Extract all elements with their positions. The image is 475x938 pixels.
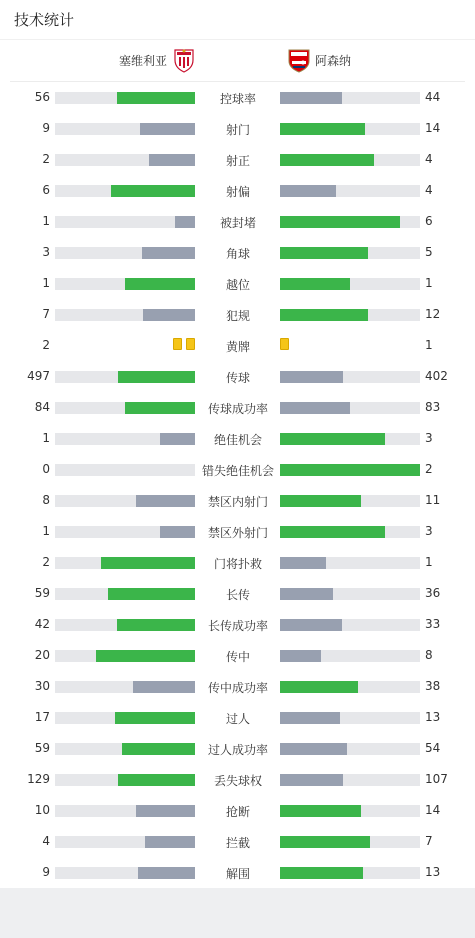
away-stat-value: 33 (425, 617, 441, 631)
home-stat-bar (55, 433, 195, 445)
home-stat-bar-fill (117, 619, 195, 631)
stat-label: 角球 (225, 247, 250, 261)
home-stat-value: 2 (42, 152, 50, 166)
stat-row (0, 237, 475, 268)
away-stat-value: 12 (425, 307, 441, 321)
stat-row (0, 144, 475, 175)
home-stat-bar (55, 123, 195, 135)
home-stat-bar (55, 278, 195, 290)
away-stat-value: 14 (425, 803, 441, 817)
away-stat-bar (280, 588, 420, 600)
away-stat-bar (280, 371, 420, 383)
away-stat-bar-fill (280, 433, 385, 445)
stat-label: 黄牌 (225, 340, 250, 354)
away-stat-bar-fill (280, 526, 385, 538)
home-stat-value: 17 (34, 710, 50, 724)
stat-row (0, 82, 475, 113)
home-yellow-cards (173, 338, 195, 350)
away-stat-bar (280, 185, 420, 197)
home-stat-bar-fill (138, 867, 195, 879)
home-stat-value: 0 (42, 462, 50, 476)
away-stat-bar (280, 123, 420, 135)
home-stat-value: 6 (42, 183, 50, 197)
stat-row (0, 578, 475, 609)
away-stat-bar (280, 247, 420, 259)
stat-label: 绝佳机会 (213, 433, 262, 447)
away-stat-value: 402 (425, 369, 448, 383)
home-stat-bar-fill (140, 123, 195, 135)
home-stat-bar (55, 402, 195, 414)
home-stat-bar-fill (145, 836, 195, 848)
home-stat-bar (55, 743, 195, 755)
home-stat-value: 84 (34, 400, 50, 414)
stat-row (0, 299, 475, 330)
home-stat-bar (55, 154, 195, 166)
stat-row (0, 330, 475, 361)
away-stat-bar (280, 557, 420, 569)
away-stat-bar (280, 92, 420, 104)
home-stat-bar-fill (111, 185, 195, 197)
home-stat-bar (55, 650, 195, 662)
stat-label: 长传成功率 (207, 619, 268, 633)
home-stat-value: 129 (27, 772, 50, 786)
yellow-card-icon (280, 338, 289, 350)
home-stat-bar (55, 681, 195, 693)
away-stat-bar-fill (280, 650, 321, 662)
away-yellow-cards (280, 338, 289, 350)
away-stat-value: 13 (425, 865, 441, 879)
away-stat-value: 11 (425, 493, 441, 507)
away-stat-bar-fill (280, 402, 350, 414)
home-stat-bar-fill (115, 712, 195, 724)
home-stat-value: 1 (42, 276, 50, 290)
away-stat-value: 13 (425, 710, 441, 724)
away-stat-bar-fill (280, 247, 368, 259)
away-stat-bar (280, 154, 420, 166)
away-stat-bar-fill (280, 712, 340, 724)
home-stat-value: 59 (34, 586, 50, 600)
away-stat-bar-fill (280, 92, 342, 104)
stat-label: 过人 (225, 712, 250, 726)
away-stat-value: 38 (425, 679, 441, 693)
home-team-name: 塞维利亚 (119, 54, 168, 68)
away-stat-bar-fill (280, 557, 326, 569)
away-stat-bar-fill (280, 154, 374, 166)
stat-label: 抢断 (225, 805, 250, 819)
away-stat-value: 14 (425, 121, 441, 135)
away-stat-bar (280, 216, 420, 228)
stat-label: 传球 (225, 371, 250, 385)
home-stat-bar-fill (101, 557, 195, 569)
stat-label: 射偏 (225, 185, 250, 199)
away-stat-bar-fill (280, 836, 370, 848)
home-stat-bar-fill (96, 650, 195, 662)
away-stat-bar (280, 619, 420, 631)
stat-row (0, 113, 475, 144)
stat-row (0, 826, 475, 857)
away-stat-bar-fill (280, 123, 365, 135)
stat-label: 丢失球权 (213, 774, 262, 788)
home-stat-bar (55, 619, 195, 631)
stat-row (0, 733, 475, 764)
home-stat-bar-fill (143, 309, 195, 321)
stat-label: 禁区内射门 (207, 495, 268, 509)
stat-label: 射门 (225, 123, 250, 137)
away-stat-bar-fill (280, 743, 347, 755)
stat-label: 传中成功率 (207, 681, 268, 695)
home-stat-bar (55, 216, 195, 228)
away-stat-value: 8 (425, 648, 433, 662)
stat-row (0, 795, 475, 826)
home-stat-bar-fill (118, 774, 195, 786)
away-stat-bar-fill (280, 185, 336, 197)
home-stat-value: 8 (42, 493, 50, 507)
home-stat-value: 1 (42, 431, 50, 445)
away-stat-value: 1 (425, 276, 433, 290)
stat-row (0, 361, 475, 392)
section-header (0, 0, 475, 40)
away-stat-value: 1 (425, 555, 433, 569)
stat-row (0, 764, 475, 795)
home-stat-bar (55, 588, 195, 600)
home-stat-bar-fill (122, 743, 195, 755)
stat-row (0, 423, 475, 454)
stats-list (0, 82, 475, 888)
home-stat-value: 9 (42, 121, 50, 135)
away-stat-bar-fill (280, 619, 342, 631)
away-stat-bar-fill (280, 805, 361, 817)
home-stat-bar-fill (149, 154, 195, 166)
yellow-card-icon (186, 338, 195, 350)
home-stat-value: 59 (34, 741, 50, 755)
away-stat-bar-fill (280, 867, 363, 879)
away-stat-value: 3 (425, 524, 433, 538)
stat-row (0, 640, 475, 671)
away-stat-value: 6 (425, 214, 433, 228)
away-stat-bar-fill (280, 495, 361, 507)
stat-label: 传球成功率 (207, 402, 268, 416)
home-stat-value: 20 (34, 648, 50, 662)
home-stat-value: 9 (42, 865, 50, 879)
stat-row (0, 485, 475, 516)
home-stat-bar-fill (142, 247, 195, 259)
away-stat-value: 1 (425, 338, 433, 352)
team-header-row (10, 40, 465, 82)
home-stat-value: 1 (42, 524, 50, 538)
home-stat-bar-fill (125, 278, 195, 290)
away-stat-bar-fill (280, 681, 358, 693)
stat-row (0, 392, 475, 423)
stat-label: 传中 (225, 650, 250, 664)
stat-label: 过人成功率 (207, 743, 268, 757)
home-stat-bar-fill (160, 526, 195, 538)
home-stat-bar (55, 526, 195, 538)
stat-label: 门将扑救 (213, 557, 262, 571)
home-stat-bar (55, 774, 195, 786)
stat-row (0, 609, 475, 640)
stat-label: 拦截 (225, 836, 250, 850)
away-stat-value: 44 (425, 90, 441, 104)
stat-label: 禁区外射门 (207, 526, 268, 540)
yellow-card-icon (173, 338, 182, 350)
away-team-name: 阿森纳 (315, 54, 352, 68)
home-stat-bar (55, 309, 195, 321)
stat-label: 控球率 (219, 92, 256, 106)
home-stat-value: 30 (34, 679, 50, 693)
away-stat-bar (280, 867, 420, 879)
away-stat-bar-fill (280, 278, 350, 290)
away-stat-bar (280, 526, 420, 538)
away-stat-bar-fill (280, 588, 333, 600)
stat-row (0, 702, 475, 733)
home-stat-bar (55, 92, 195, 104)
away-stat-bar (280, 743, 420, 755)
away-stat-bar (280, 712, 420, 724)
away-stat-value: 54 (425, 741, 441, 755)
away-stat-bar (280, 495, 420, 507)
home-stat-bar-fill (160, 433, 195, 445)
home-stat-value: 497 (27, 369, 50, 383)
away-stat-bar (280, 402, 420, 414)
stat-label: 解围 (225, 867, 250, 881)
stat-row (0, 268, 475, 299)
home-stat-bar-fill (133, 681, 195, 693)
home-stat-bar (55, 805, 195, 817)
home-stat-bar-fill (136, 495, 195, 507)
away-team[interactable] (288, 48, 351, 73)
away-stat-value: 2 (425, 462, 433, 476)
home-stat-bar (55, 867, 195, 879)
stat-row (0, 857, 475, 888)
stat-row (0, 206, 475, 237)
stat-row (0, 547, 475, 578)
home-stat-value: 7 (42, 307, 50, 321)
home-stat-value: 4 (42, 834, 50, 848)
home-stat-bar (55, 557, 195, 569)
away-stat-value: 5 (425, 245, 433, 259)
home-stat-bar (55, 464, 195, 476)
home-stat-bar-fill (125, 402, 195, 414)
stat-row (0, 516, 475, 547)
home-team[interactable] (119, 48, 195, 73)
stat-label: 长传 (225, 588, 250, 602)
away-stat-bar-fill (280, 309, 368, 321)
away-stat-bar-fill (280, 371, 343, 383)
home-stat-value: 2 (42, 555, 50, 569)
away-stat-bar (280, 805, 420, 817)
home-stat-value: 10 (34, 803, 50, 817)
away-stat-bar-fill (280, 216, 400, 228)
away-stat-value: 4 (425, 152, 433, 166)
away-stat-bar (280, 681, 420, 693)
page-title: 技术统计 (14, 11, 75, 29)
away-stat-value: 83 (425, 400, 441, 414)
away-stat-value: 7 (425, 834, 433, 848)
away-stat-value: 36 (425, 586, 441, 600)
away-stat-value: 107 (425, 772, 448, 786)
home-stat-value: 3 (42, 245, 50, 259)
home-stat-value: 2 (42, 338, 50, 352)
away-stat-value: 4 (425, 183, 433, 197)
home-stat-bar (55, 185, 195, 197)
stat-row (0, 454, 475, 485)
away-stat-bar-fill (280, 774, 343, 786)
away-stat-bar (280, 278, 420, 290)
stat-label: 被封堵 (219, 216, 256, 230)
arsenal-crest-icon (288, 48, 310, 73)
away-stat-bar (280, 464, 420, 476)
home-stat-bar-fill (136, 805, 195, 817)
away-stat-bar (280, 433, 420, 445)
home-stat-bar (55, 247, 195, 259)
home-stat-bar (55, 712, 195, 724)
home-stat-value: 1 (42, 214, 50, 228)
away-stat-bar (280, 774, 420, 786)
sevilla-crest-icon (173, 48, 195, 73)
home-stat-bar (55, 495, 195, 507)
home-stat-value: 56 (34, 90, 50, 104)
home-stat-bar-fill (175, 216, 195, 228)
home-stat-bar (55, 836, 195, 848)
home-stat-bar-fill (118, 371, 195, 383)
home-stat-bar-fill (117, 92, 195, 104)
stat-row (0, 671, 475, 702)
stat-label: 错失绝佳机会 (201, 464, 274, 478)
home-stat-value: 42 (34, 617, 50, 631)
away-stat-bar (280, 836, 420, 848)
away-stat-value: 3 (425, 431, 433, 445)
home-stat-bar (55, 371, 195, 383)
away-stat-bar (280, 650, 420, 662)
away-stat-bar (280, 309, 420, 321)
stat-label: 越位 (225, 278, 250, 292)
home-stat-bar-fill (108, 588, 195, 600)
stat-label: 射正 (225, 154, 250, 168)
away-stat-bar-fill (280, 464, 420, 476)
stat-row (0, 175, 475, 206)
stat-label: 犯规 (225, 309, 250, 323)
